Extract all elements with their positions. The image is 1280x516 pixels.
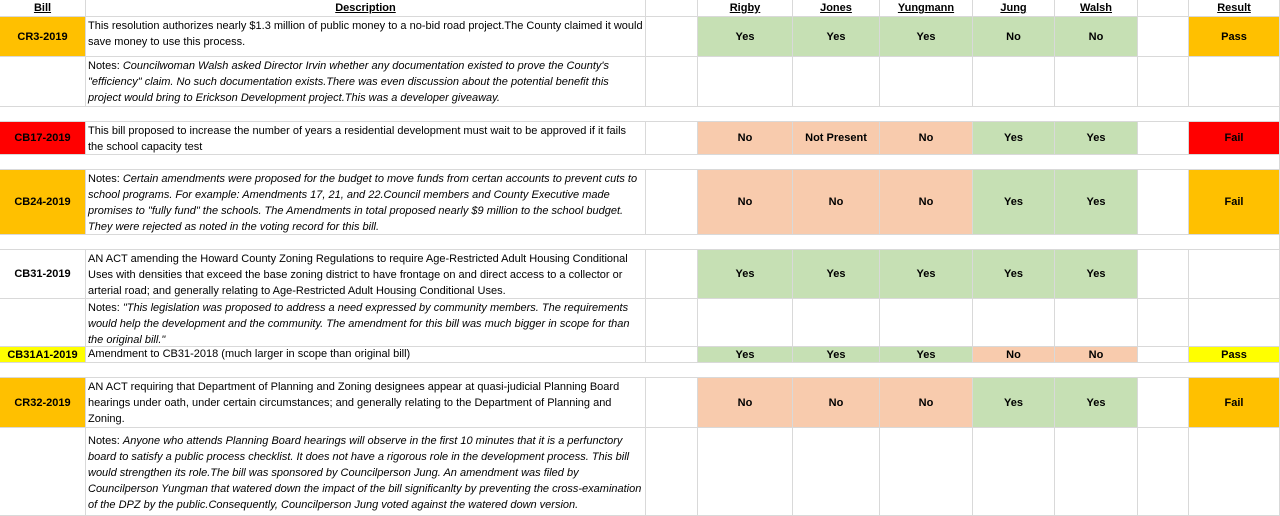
header-result[interactable]: Result xyxy=(1189,0,1280,17)
vote-jones[interactable]: No xyxy=(793,170,880,235)
empty-cell[interactable] xyxy=(1138,378,1189,428)
notes-cell[interactable] xyxy=(86,170,646,235)
vote-jung[interactable]: Yes xyxy=(973,122,1055,155)
spacer-row[interactable] xyxy=(0,235,1280,250)
header-description[interactable]: Description xyxy=(86,0,646,17)
notes-cell[interactable] xyxy=(86,428,646,516)
result-cell[interactable] xyxy=(1189,250,1280,299)
vote-walsh[interactable]: Yes xyxy=(1055,250,1138,299)
empty-cell[interactable] xyxy=(646,0,698,17)
vote-rigby[interactable]: Yes xyxy=(698,347,793,363)
vote-jung[interactable]: Yes xyxy=(973,170,1055,235)
empty-cell[interactable] xyxy=(646,17,698,57)
notes-cell[interactable] xyxy=(86,57,646,107)
empty-cell[interactable] xyxy=(646,122,698,155)
empty-cell[interactable] xyxy=(1138,299,1189,347)
notes-label: Notes: xyxy=(88,60,120,72)
empty-cell[interactable] xyxy=(646,170,698,235)
notes-cell[interactable] xyxy=(86,299,646,347)
empty-cell[interactable] xyxy=(1138,17,1189,57)
empty-cell[interactable] xyxy=(973,428,1055,516)
empty-cell[interactable] xyxy=(698,299,793,347)
notes-label: Notes: xyxy=(88,435,120,447)
header-walsh[interactable]: Walsh xyxy=(1055,0,1138,17)
vote-rigby[interactable]: No xyxy=(698,170,793,235)
result-cell[interactable]: Fail xyxy=(1189,122,1280,155)
empty-cell[interactable] xyxy=(1055,428,1138,516)
empty-cell[interactable] xyxy=(646,299,698,347)
spacer-row[interactable] xyxy=(0,155,1280,170)
vote-yungmann[interactable]: Yes xyxy=(880,347,973,363)
header-jung[interactable]: Jung xyxy=(973,0,1055,17)
empty-cell[interactable] xyxy=(0,299,86,347)
bill-cell[interactable]: CB31A1-2019 xyxy=(0,347,86,363)
empty-cell[interactable] xyxy=(973,299,1055,347)
vote-walsh[interactable]: Yes xyxy=(1055,378,1138,428)
empty-cell[interactable] xyxy=(1138,57,1189,107)
result-cell[interactable]: Fail xyxy=(1189,170,1280,235)
notes-text: "This legislation was proposed to address a need expressed by community members. The requirements would help the development and the community. The amendment for this bill was much bigger in scope for than the original bill." xyxy=(88,302,630,346)
description-cell[interactable]: Amendment to CB31-2018 (much larger in scope than original bill) xyxy=(86,347,646,363)
vote-rigby[interactable]: No xyxy=(698,122,793,155)
result-cell[interactable]: Pass xyxy=(1189,347,1280,363)
description-cell[interactable]: This resolution authorizes nearly $1.3 million of public money to a no-bid road project.The County claimed it would save money to use this process. xyxy=(86,17,646,57)
bill-cell[interactable]: CB31-2019 xyxy=(0,250,86,299)
notes-label: Notes: xyxy=(88,302,120,314)
description-cell[interactable]: AN ACT amending the Howard County Zoning Regulations to require Age-Restricted Adult Housing Conditional Uses with densities that exceed the base zoning district to have frontage on and direct access to a collector or arterial road; and generally relating to Age-Restricted Adult Housing Conditional Uses. xyxy=(86,250,646,299)
vote-walsh[interactable]: No xyxy=(1055,347,1138,363)
notes-label: Notes: xyxy=(88,173,120,185)
empty-cell[interactable] xyxy=(1055,57,1138,107)
description-cell[interactable]: This bill proposed to increase the number of years a residential development must wait to be approved if it fails the school capacity test xyxy=(86,122,646,155)
empty-cell[interactable] xyxy=(1138,250,1189,299)
empty-cell[interactable] xyxy=(646,250,698,299)
empty-cell[interactable] xyxy=(973,57,1055,107)
empty-cell[interactable] xyxy=(0,57,86,107)
vote-yungmann[interactable]: No xyxy=(880,378,973,428)
empty-cell[interactable] xyxy=(1055,299,1138,347)
empty-cell[interactable] xyxy=(793,57,880,107)
spacer-row[interactable] xyxy=(0,107,1280,122)
empty-cell[interactable] xyxy=(793,428,880,516)
notes-text: Anyone who attends Planning Board hearings will observe in the first 10 minutes that it is a perfunctory board to satisfy a public process checklist. It does not have a rigorous role in the development process. This bill would strengthen its role.The bill was sponsored by Councilperson Jung. An amendment was filed by Councilperson Yungman that watered down the impact of the bill significanlty by preventing the cross-examination of the DPZ by the public.Consequently, Councilperson Jung voted against the watered down version. xyxy=(88,435,642,511)
description-cell[interactable]: AN ACT requiring that Department of Planning and Zoning designees appear at quasi-judicial Planning Board hearings under oath, under certain circumstances; and generally relating to the Department of Planning and Zoning. xyxy=(86,378,646,428)
bill-cell[interactable]: CB24-2019 xyxy=(0,170,86,235)
vote-jones[interactable]: Yes xyxy=(793,250,880,299)
vote-jones[interactable]: Yes xyxy=(793,17,880,57)
vote-jung[interactable]: No xyxy=(973,17,1055,57)
bill-cell[interactable]: CR32-2019 xyxy=(0,378,86,428)
vote-walsh[interactable]: No xyxy=(1055,17,1138,57)
empty-cell[interactable] xyxy=(793,299,880,347)
empty-cell[interactable] xyxy=(1138,170,1189,235)
empty-cell[interactable] xyxy=(880,428,973,516)
bill-cell[interactable]: CB17-2019 xyxy=(0,122,86,155)
vote-walsh[interactable]: Yes xyxy=(1055,122,1138,155)
vote-yungmann[interactable]: No xyxy=(880,122,973,155)
empty-cell[interactable] xyxy=(1189,57,1280,107)
header-rigby[interactable]: Rigby xyxy=(698,0,793,17)
notes-text: Councilwoman Walsh asked Director Irvin whether any documentation existed to prove the County's "efficiency" claim. No such documentation exists.There was even discussion about the potential benefit this project would bring to Erickson Development project.This was a developer giveaway. xyxy=(88,60,609,104)
empty-cell[interactable] xyxy=(880,299,973,347)
empty-cell[interactable] xyxy=(1138,347,1189,363)
empty-cell[interactable] xyxy=(1189,428,1280,516)
empty-cell[interactable] xyxy=(646,378,698,428)
vote-yungmann[interactable]: No xyxy=(880,170,973,235)
empty-cell[interactable] xyxy=(646,57,698,107)
result-cell[interactable]: Fail xyxy=(1189,378,1280,428)
vote-jung[interactable]: Yes xyxy=(973,250,1055,299)
empty-cell[interactable] xyxy=(880,57,973,107)
result-cell[interactable]: Pass xyxy=(1189,17,1280,57)
vote-jones[interactable]: No xyxy=(793,378,880,428)
vote-yungmann[interactable]: Yes xyxy=(880,250,973,299)
vote-jones[interactable]: Not Present xyxy=(793,122,880,155)
empty-cell[interactable] xyxy=(1138,122,1189,155)
empty-cell[interactable] xyxy=(0,428,86,516)
vote-rigby[interactable]: No xyxy=(698,378,793,428)
header-bill[interactable]: Bill xyxy=(0,0,86,17)
vote-jung[interactable]: Yes xyxy=(973,378,1055,428)
vote-walsh[interactable]: Yes xyxy=(1055,170,1138,235)
header-yungmann[interactable]: Yungmann xyxy=(880,0,973,17)
empty-cell[interactable] xyxy=(1189,299,1280,347)
vote-jung[interactable]: No xyxy=(973,347,1055,363)
empty-cell[interactable] xyxy=(646,428,698,516)
empty-cell[interactable] xyxy=(646,347,698,363)
empty-cell[interactable] xyxy=(1138,0,1189,17)
bill-cell[interactable]: CR3-2019 xyxy=(0,17,86,57)
empty-cell[interactable] xyxy=(698,428,793,516)
empty-cell[interactable] xyxy=(1138,428,1189,516)
header-jones[interactable]: Jones xyxy=(793,0,880,17)
vote-rigby[interactable]: Yes xyxy=(698,17,793,57)
vote-jones[interactable]: Yes xyxy=(793,347,880,363)
notes-text: Certain amendments were proposed for the budget to move funds from certan accounts to prevent cuts to school programs. For example: Amendments 17, 21, and 22.Council members and County Executive made promises to "fully fund" the schools. The Amendments in total proposed nearly $9 million to the school budget. They were rejected as noted in the voting record for this bill. xyxy=(88,173,638,233)
empty-cell[interactable] xyxy=(698,57,793,107)
vote-rigby[interactable]: Yes xyxy=(698,250,793,299)
vote-yungmann[interactable]: Yes xyxy=(880,17,973,57)
spacer-row[interactable] xyxy=(0,363,1280,378)
